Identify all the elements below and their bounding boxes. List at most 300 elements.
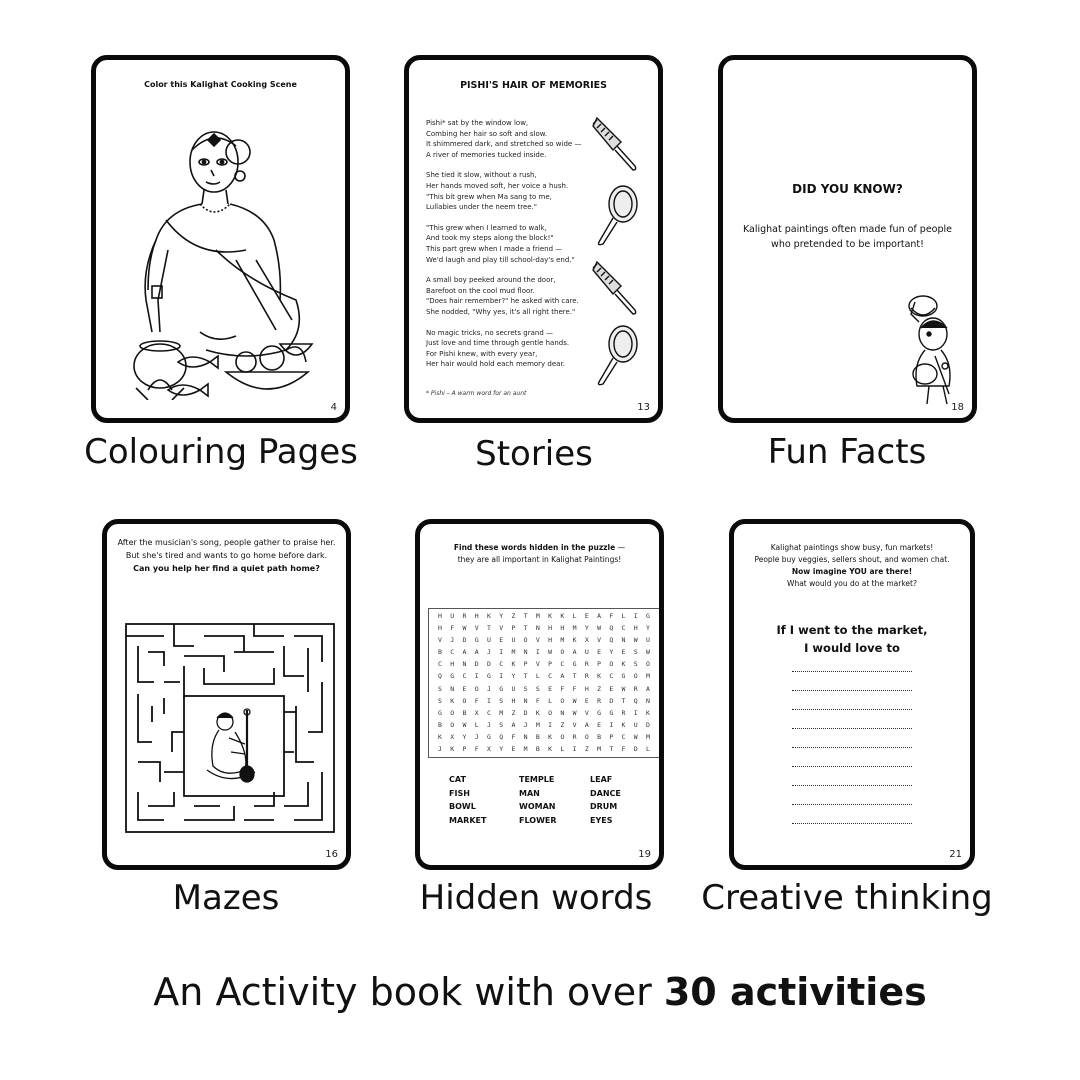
footer-highlight: 30 activities: [663, 970, 927, 1014]
word-search-letter[interactable]: N: [560, 708, 565, 717]
word-search-letter[interactable]: L: [560, 745, 565, 754]
story-poem: [426, 118, 606, 380]
story-title: PISHI'S HAIR OF MEMORIES: [460, 80, 607, 91]
writing-line[interactable]: [792, 751, 912, 767]
word-search-letter[interactable]: Q: [499, 732, 504, 741]
word-search-letter[interactable]: G: [486, 732, 491, 741]
word-search-letter[interactable]: M: [523, 745, 528, 754]
word-search-letter[interactable]: U: [450, 612, 455, 620]
word-search-letter[interactable]: Y: [499, 745, 504, 754]
word-search-letter[interactable]: H: [474, 612, 479, 620]
word-search-letter[interactable]: E: [621, 648, 626, 657]
word-search-intro-bold: Find these words hidden in the puzzle: [453, 543, 616, 552]
word-search-letter[interactable]: L: [621, 612, 626, 620]
word-search-letter[interactable]: I: [633, 612, 638, 620]
writing-line[interactable]: [792, 656, 912, 672]
word-search-letter[interactable]: Q: [438, 672, 442, 681]
word-search-letter[interactable]: M: [499, 708, 504, 717]
word-search-letter[interactable]: I: [499, 648, 504, 657]
word-search-letter[interactable]: O: [560, 648, 565, 657]
maze-intro-line: After the musician's song, people gather to praise her.: [117, 538, 336, 547]
word-search-letter[interactable]: J: [438, 745, 442, 754]
word-search-letter[interactable]: H: [633, 624, 638, 633]
maze-intro-line: But she's tired and wants to go home before dark.: [125, 551, 328, 560]
word-item: LEAF: [590, 775, 613, 784]
word-search-letter[interactable]: V: [535, 660, 540, 669]
word-search-letter[interactable]: M: [572, 624, 577, 633]
word-search-letter[interactable]: G: [474, 636, 479, 645]
word-search-letter[interactable]: U: [584, 648, 589, 657]
word-item: MAN: [519, 788, 540, 798]
word-search-letter[interactable]: J: [450, 636, 455, 645]
word-search-letter[interactable]: K: [450, 696, 455, 705]
creative-intro-line: What would you do at the market?: [787, 579, 917, 588]
word-search-letter[interactable]: W: [572, 708, 577, 717]
word-search-letter[interactable]: D: [646, 720, 650, 729]
word-search-letter[interactable]: K: [597, 672, 601, 681]
word-search-letter[interactable]: P: [609, 732, 614, 741]
word-search-row: [429, 636, 659, 648]
word-search-letter[interactable]: P: [511, 624, 516, 633]
footer-prefix: An Activity book with over: [153, 970, 664, 1014]
word-search-letter[interactable]: K: [560, 612, 565, 620]
word-search-letter[interactable]: I: [572, 745, 577, 754]
word-search-letter[interactable]: G: [450, 672, 455, 681]
writing-line[interactable]: [792, 789, 912, 805]
stanza: A small boy peeked around the door, Barefoot on the cool mud floor. "Does hair remember?" he asked with care. She nodded, "Why yes, it's all right there.": [426, 276, 579, 316]
word-search-letter[interactable]: R: [621, 708, 626, 717]
hand-mirror-icon: [591, 182, 641, 248]
writing-line[interactable]: [792, 732, 912, 748]
word-search-letter[interactable]: A: [560, 672, 565, 681]
word-search-letter[interactable]: H: [548, 624, 553, 633]
word-search-letter[interactable]: W: [462, 624, 467, 633]
word-search-letter[interactable]: V: [572, 720, 577, 729]
word-search-letter[interactable]: K: [548, 745, 553, 754]
word-search-letter[interactable]: M: [511, 648, 516, 657]
word-search-letter[interactable]: W: [633, 636, 638, 645]
word-search-letter[interactable]: C: [438, 660, 442, 669]
word-search-letter[interactable]: R: [584, 660, 589, 669]
word-search-letter[interactable]: F: [474, 745, 479, 754]
word-search-letter[interactable]: O: [560, 696, 565, 705]
word-search-letter[interactable]: S: [499, 720, 504, 729]
word-search-letter[interactable]: J: [523, 720, 528, 729]
word-search-letter[interactable]: G: [609, 708, 614, 717]
word-search-letter[interactable]: J: [486, 720, 491, 729]
word-search-letter[interactable]: K: [450, 745, 455, 754]
word-search-letter[interactable]: S: [438, 696, 442, 705]
word-search-letter[interactable]: B: [438, 720, 442, 729]
word-search-letter[interactable]: B: [462, 708, 467, 717]
word-search-letter[interactable]: H: [548, 636, 553, 645]
writing-line[interactable]: [792, 808, 912, 824]
word-item: CAT: [449, 775, 466, 784]
word-search-letter[interactable]: C: [450, 648, 455, 657]
stanza: No magic tricks, no secrets grand — Just love and time through gentle hands. For Pishi knew, with every year, Her hair would hold each memory dear.: [426, 328, 570, 369]
word-search-letter[interactable]: K: [535, 708, 540, 717]
word-search-letter[interactable]: G: [438, 708, 442, 717]
word-search-letter[interactable]: G: [597, 708, 601, 717]
mazes-label: Mazes: [172, 878, 280, 918]
word-search-letter[interactable]: J: [474, 732, 479, 741]
word-search-letter[interactable]: S: [499, 696, 504, 705]
word-search-letter[interactable]: C: [462, 672, 467, 681]
word-search-letter[interactable]: O: [450, 720, 455, 729]
word-search-letter[interactable]: O: [548, 708, 553, 717]
word-search-letter[interactable]: M: [646, 732, 650, 741]
word-search-row: [429, 709, 659, 721]
word-list-column: [449, 773, 486, 827]
word-search-letter[interactable]: I: [486, 696, 491, 705]
word-search-row: [429, 660, 659, 672]
word-search-letter[interactable]: A: [572, 648, 577, 657]
word-search-letter[interactable]: O: [584, 732, 589, 741]
word-search-letter[interactable]: V: [597, 636, 601, 645]
word-search-letter[interactable]: N: [523, 648, 528, 657]
word-search-letter[interactable]: E: [584, 696, 589, 705]
word-search-letter[interactable]: V: [535, 636, 540, 645]
page-number: 19: [638, 849, 651, 860]
word-search-letter[interactable]: Y: [609, 648, 614, 657]
word-search-intro: [420, 543, 659, 552]
word-search-letter[interactable]: E: [548, 684, 553, 693]
word-search-letter[interactable]: D: [474, 660, 479, 669]
word-search-letter[interactable]: E: [609, 684, 614, 693]
maze-card: [102, 519, 351, 870]
word-search-letter[interactable]: C: [621, 624, 626, 633]
word-search-letter[interactable]: F: [572, 684, 577, 693]
word-search-letter[interactable]: E: [499, 636, 504, 645]
word-search-letter[interactable]: L: [535, 672, 540, 681]
word-search-letter[interactable]: C: [560, 660, 565, 669]
word-search-letter[interactable]: J: [486, 684, 491, 693]
word-search-letter[interactable]: K: [511, 660, 516, 669]
word-search-letter[interactable]: V: [584, 708, 589, 717]
word-search-letter[interactable]: R: [572, 732, 577, 741]
word-search-letter[interactable]: D: [633, 745, 638, 754]
word-search-letter[interactable]: V: [438, 636, 442, 645]
word-search-letter[interactable]: R: [597, 696, 601, 705]
word-search-letter[interactable]: H: [511, 696, 516, 705]
word-search-letter[interactable]: P: [462, 745, 467, 754]
word-search-letter[interactable]: M: [646, 672, 650, 681]
word-search-letter[interactable]: K: [621, 720, 626, 729]
word-search-letter[interactable]: E: [584, 612, 589, 620]
word-item: DRUM: [590, 802, 618, 811]
word-search-letter[interactable]: N: [621, 636, 626, 645]
story-footnote: * Pishi – A warm word for an aunt: [426, 390, 527, 397]
word-search-letter[interactable]: N: [646, 696, 650, 705]
word-search-letter[interactable]: O: [609, 660, 614, 669]
word-search-letter[interactable]: K: [438, 732, 442, 741]
word-search-letter[interactable]: T: [609, 745, 614, 754]
word-search-letter[interactable]: Y: [499, 612, 504, 620]
word-search-row: [429, 685, 659, 697]
word-search-letter[interactable]: Q: [633, 696, 638, 705]
word-search-letter[interactable]: R: [462, 612, 467, 620]
word-search-letter[interactable]: P: [548, 660, 553, 669]
fun-facts-card: [718, 55, 977, 423]
word-search-letter[interactable]: J: [486, 648, 491, 657]
word-search-letter[interactable]: M: [535, 612, 540, 620]
writing-lines[interactable]: [734, 656, 970, 824]
word-search-letter[interactable]: Y: [646, 624, 650, 633]
word-search-letter[interactable]: D: [486, 660, 491, 669]
word-search-letter[interactable]: Z: [511, 612, 516, 620]
footer-tagline: [0, 970, 1080, 1014]
word-search-letter[interactable]: O: [633, 672, 638, 681]
word-search-letter[interactable]: K: [548, 732, 553, 741]
word-search-letter[interactable]: A: [646, 684, 650, 693]
word-search-letter[interactable]: X: [486, 745, 491, 754]
word-search-row: [429, 672, 659, 684]
word-item: FISH: [449, 788, 470, 798]
word-search-letter[interactable]: Q: [609, 624, 614, 633]
writing-line[interactable]: [792, 770, 912, 786]
word-search-letter[interactable]: S: [535, 684, 540, 693]
word-search-letter[interactable]: M: [560, 636, 565, 645]
word-search-letter[interactable]: I: [474, 672, 479, 681]
word-search-letter[interactable]: L: [474, 720, 479, 729]
word-search-letter[interactable]: M: [535, 720, 540, 729]
word-search-letter[interactable]: O: [462, 696, 467, 705]
word-search-letter[interactable]: H: [438, 624, 442, 633]
word-search-grid[interactable]: [428, 608, 660, 758]
word-search-letter[interactable]: F: [450, 624, 455, 633]
word-search-letter[interactable]: R: [584, 672, 589, 681]
word-search-letter[interactable]: V: [499, 624, 504, 633]
word-search-letter[interactable]: U: [511, 684, 516, 693]
writing-line[interactable]: [792, 694, 912, 710]
word-search-letter[interactable]: O: [646, 660, 650, 669]
word-search-letter[interactable]: A: [511, 720, 516, 729]
creative-prompt: If I went to the market,: [776, 623, 928, 637]
creative-intro-line: Kalighat paintings show busy, fun markets!: [770, 543, 934, 552]
word-search-letter[interactable]: U: [646, 636, 650, 645]
cooking-woman-illustration: [96, 100, 345, 400]
word-search-letter[interactable]: W: [462, 720, 467, 729]
word-search-letter[interactable]: F: [511, 732, 516, 741]
word-search-letter[interactable]: L: [572, 612, 577, 620]
word-search-letter[interactable]: W: [597, 624, 601, 633]
page-number: 13: [637, 402, 650, 413]
fact-text: Kalighat paintings often made fun of people who pretended to be important!: [742, 224, 953, 250]
word-search-letter[interactable]: G: [646, 612, 650, 620]
word-search-letter[interactable]: C: [621, 732, 626, 741]
word-search-letter[interactable]: B: [438, 648, 442, 657]
word-search-letter[interactable]: C: [609, 672, 614, 681]
word-search-letter[interactable]: B: [535, 745, 540, 754]
word-search-letter[interactable]: B: [535, 732, 540, 741]
word-search-letter[interactable]: I: [633, 708, 638, 717]
woman-with-pot-illustration: [895, 294, 965, 409]
word-search-letter[interactable]: O: [450, 708, 455, 717]
word-search-letter[interactable]: A: [474, 648, 479, 657]
word-search-letter[interactable]: N: [535, 624, 540, 633]
word-search-letter[interactable]: A: [462, 648, 467, 657]
word-search-letter[interactable]: C: [486, 708, 491, 717]
colouring-page-title: Color this Kalighat Cooking Scene: [144, 80, 297, 89]
word-list-column: [519, 773, 557, 827]
maze-question: Can you help her find a quiet path home?: [133, 564, 320, 573]
fun-facts-label: Fun Facts: [767, 432, 927, 472]
stanza: "This grew when I learned to walk, And took my steps along the block!" This part grew when I made a friend — We'd laugh and play till school-day's end.": [426, 223, 575, 264]
word-search-letter[interactable]: S: [633, 648, 638, 657]
word-search-letter[interactable]: X: [584, 636, 589, 645]
word-search-letter[interactable]: S: [523, 684, 528, 693]
word-search-letter[interactable]: W: [621, 684, 626, 693]
hidden-words-label: Hidden words: [419, 878, 653, 918]
word-search-letter[interactable]: N: [450, 684, 455, 693]
word-search-letter[interactable]: K: [646, 708, 650, 717]
word-search-letter[interactable]: I: [535, 648, 540, 657]
colouring-page-card: [91, 55, 350, 423]
word-search-letter[interactable]: F: [609, 612, 614, 620]
word-search-letter[interactable]: G: [499, 684, 504, 693]
word-search-letter[interactable]: Y: [511, 672, 516, 681]
word-search-letter[interactable]: F: [560, 684, 565, 693]
word-search-letter[interactable]: O: [523, 636, 528, 645]
word-item: WOMAN: [519, 802, 556, 811]
word-search-letter[interactable]: G: [572, 660, 577, 669]
word-search-letter[interactable]: T: [523, 672, 528, 681]
word-search-letter[interactable]: K: [621, 660, 626, 669]
page-number: 18: [951, 402, 964, 413]
word-search-letter[interactable]: W: [646, 648, 650, 657]
word-search-row: [429, 624, 659, 636]
word-search-letter[interactable]: H: [584, 684, 589, 693]
word-search-letter[interactable]: E: [597, 648, 601, 657]
word-search-letter[interactable]: F: [474, 696, 479, 705]
word-search-letter[interactable]: H: [450, 660, 455, 669]
word-search-letter[interactable]: I: [499, 672, 504, 681]
word-search-letter[interactable]: Y: [462, 732, 467, 741]
word-search-letter[interactable]: T: [621, 696, 626, 705]
word-search-letter[interactable]: D: [609, 696, 614, 705]
page-number: 4: [330, 402, 337, 413]
word-search-row: [429, 612, 659, 624]
word-search-letter[interactable]: F: [621, 745, 626, 754]
word-search-letter[interactable]: V: [474, 624, 479, 633]
creative-thinking-card: [729, 519, 975, 870]
word-search-letter[interactable]: A: [584, 720, 589, 729]
word-search-letter[interactable]: W: [548, 648, 553, 657]
word-search-letter[interactable]: Z: [597, 684, 601, 693]
word-search-letter[interactable]: E: [597, 720, 601, 729]
word-search-letter[interactable]: M: [597, 745, 601, 754]
word-search-letter[interactable]: C: [499, 660, 504, 669]
word-search-letter[interactable]: Z: [560, 720, 565, 729]
word-search-intro-dash: —: [615, 543, 626, 552]
word-search-letter[interactable]: U: [633, 720, 638, 729]
word-search-letter[interactable]: F: [535, 696, 540, 705]
word-search-row: [429, 733, 659, 745]
word-search-letter[interactable]: E: [462, 684, 467, 693]
creative-intro-bold: Now imagine YOU are there!: [791, 567, 913, 576]
word-search-letter[interactable]: N: [523, 696, 528, 705]
word-search-letter[interactable]: U: [486, 636, 491, 645]
word-search-letter[interactable]: X: [450, 732, 455, 741]
fact-title: DID YOU KNOW?: [792, 182, 903, 196]
word-search-letter[interactable]: O: [474, 684, 479, 693]
word-search-letter[interactable]: H: [560, 624, 565, 633]
creative-thinking-label: Creative thinking: [701, 878, 993, 918]
word-search-letter[interactable]: N: [523, 732, 528, 741]
word-search-letter[interactable]: D: [523, 708, 528, 717]
word-search-letter[interactable]: T: [486, 624, 491, 633]
word-search-letter[interactable]: C: [548, 672, 553, 681]
word-item: FLOWER: [519, 815, 557, 825]
word-search-letter[interactable]: R: [633, 684, 638, 693]
stanza: Pishi* sat by the window low, Combing her hair so soft and slow. It shimmered dark, and stretched so wide — A river of memories tucked inside.: [426, 119, 582, 159]
word-search-letter[interactable]: N: [462, 660, 467, 669]
word-search-letter[interactable]: L: [548, 696, 553, 705]
word-search-letter[interactable]: W: [633, 732, 638, 741]
word-search-letter[interactable]: P: [597, 660, 601, 669]
word-search-letter[interactable]: Z: [584, 745, 589, 754]
word-search-letter[interactable]: S: [438, 684, 442, 693]
page-number: 16: [325, 849, 338, 860]
word-search-row: [429, 721, 659, 733]
word-search-letter[interactable]: E: [511, 745, 516, 754]
word-search-row: [429, 697, 659, 709]
word-search-letter[interactable]: P: [523, 660, 528, 669]
word-search-letter[interactable]: G: [621, 672, 626, 681]
writing-line[interactable]: [792, 675, 912, 691]
creative-intro-line: People buy veggies, sellers shout, and women chat.: [754, 555, 950, 564]
writing-line[interactable]: [792, 713, 912, 729]
stories-card: [404, 55, 663, 423]
word-search-letter[interactable]: K: [572, 636, 577, 645]
word-search-letter[interactable]: Y: [584, 624, 589, 633]
word-search-letter[interactable]: X: [474, 708, 479, 717]
creative-prompt: I would love to: [804, 641, 900, 655]
colouring-pages-label: Colouring Pages: [84, 432, 358, 472]
word-search-letter[interactable]: W: [572, 696, 577, 705]
word-search-letter[interactable]: K: [548, 612, 553, 620]
word-search-letter[interactable]: Z: [511, 708, 516, 717]
page-number: 21: [949, 849, 962, 860]
word-search-row: [429, 648, 659, 660]
word-search-letter[interactable]: D: [462, 636, 467, 645]
word-search-card: [415, 519, 664, 870]
musician-illustration: [199, 704, 269, 790]
word-search-letter[interactable]: S: [633, 660, 638, 669]
stories-label: Stories: [475, 434, 593, 474]
word-search-intro-line2: they are all important in Kalighat Paintings!: [457, 555, 622, 564]
word-search-letter[interactable]: I: [609, 720, 614, 729]
word-search-letter[interactable]: T: [523, 624, 528, 633]
word-search-letter[interactable]: O: [560, 732, 565, 741]
hand-mirror-icon: [591, 322, 641, 388]
word-search-letter[interactable]: H: [438, 612, 442, 620]
word-search-letter[interactable]: T: [523, 612, 528, 620]
word-search-letter[interactable]: I: [548, 720, 553, 729]
word-search-letter[interactable]: G: [486, 672, 491, 681]
word-search-letter[interactable]: A: [597, 612, 601, 620]
comb-icon: [591, 112, 641, 172]
word-search-letter[interactable]: B: [597, 732, 601, 741]
word-search-letter[interactable]: L: [646, 745, 650, 754]
word-search-letter[interactable]: U: [511, 636, 516, 645]
word-item: EYES: [590, 815, 613, 825]
word-search-letter[interactable]: Q: [609, 636, 614, 645]
stanza: She tied it slow, without a rush, Her hands moved soft, her voice a hush. "This bit grew when Ma sang to me, Lullabies under the neem tree.": [426, 171, 569, 212]
word-search-letter[interactable]: T: [572, 672, 577, 681]
word-search-letter[interactable]: K: [486, 612, 491, 620]
word-list-column: [590, 773, 621, 827]
